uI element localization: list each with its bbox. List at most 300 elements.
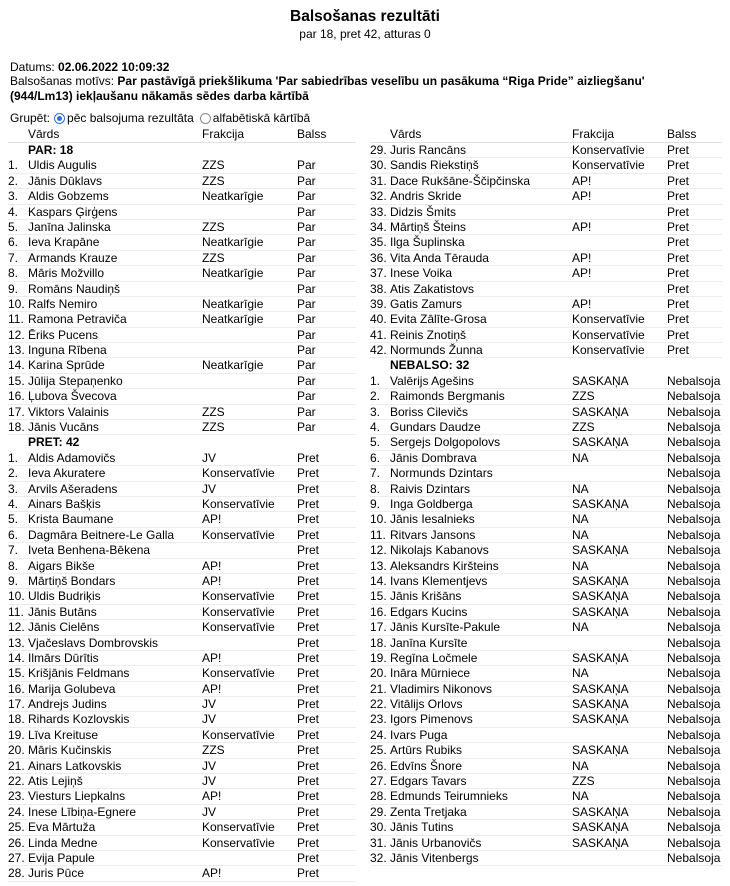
row-number: 10. xyxy=(370,512,387,527)
row-number: 20. xyxy=(8,743,25,758)
table-row xyxy=(8,620,356,635)
group-alphabetical-label[interactable]: alfabētiskā kārtībā xyxy=(212,111,311,125)
table-row xyxy=(370,420,722,435)
deputy-faction: NA xyxy=(572,620,589,635)
deputy-faction: Konservatīvie xyxy=(202,466,275,481)
table-row xyxy=(8,158,356,173)
deputy-vote: Nebalsoja xyxy=(667,727,721,742)
table-row xyxy=(370,405,722,420)
deputy-name: Juris Pūce xyxy=(28,866,85,881)
deputy-faction: Neatkarīgie xyxy=(202,358,264,373)
row-number: 27. xyxy=(370,774,387,789)
row-number: 13. xyxy=(8,635,25,650)
row-number: 18. xyxy=(8,420,25,435)
row-number: 10. xyxy=(8,589,25,604)
table-row xyxy=(8,605,356,620)
deputy-vote: Pret xyxy=(297,835,320,850)
row-number: 6. xyxy=(370,450,381,465)
table-row xyxy=(370,482,722,497)
deputy-vote: Pret xyxy=(667,250,690,265)
row-number: 3. xyxy=(8,189,19,204)
deputy-vote: Nebalsoja xyxy=(667,558,721,573)
deputy-name: Romāns Naudiņš xyxy=(28,281,121,296)
table-row xyxy=(8,466,356,481)
row-number: 4. xyxy=(8,496,19,511)
row-number: 15. xyxy=(370,589,387,604)
motive-text-line2: (944/Lm13) iekļaušanu nākamās sēdes darba kārtībā xyxy=(10,89,309,104)
column-name-header: Vārds xyxy=(390,127,422,141)
table-row xyxy=(370,712,722,727)
row-number: 40. xyxy=(370,312,387,327)
deputy-name: Reinis Znotiņš xyxy=(390,327,467,342)
deputy-name: Aigars Bikše xyxy=(28,558,95,573)
table-row xyxy=(370,205,722,220)
deputy-vote: Nebalsoja xyxy=(667,527,721,542)
deputy-vote: Par xyxy=(297,404,316,419)
deputy-name: Krista Baumane xyxy=(28,512,114,527)
deputy-name: Jānis Dombrava xyxy=(390,450,477,465)
table-row xyxy=(370,666,722,681)
deputy-faction: Konservatīvie xyxy=(202,820,275,835)
deputy-name: Atis Lejiņš xyxy=(28,774,83,789)
deputy-name: Boriss Cilevičs xyxy=(390,404,469,419)
row-number: 3. xyxy=(370,404,381,419)
deputy-vote: Nebalsoja xyxy=(667,466,721,481)
deputy-faction: NA xyxy=(572,558,589,573)
deputy-faction: AP! xyxy=(202,789,222,804)
deputy-name: Artūrs Rubiks xyxy=(390,743,463,758)
deputy-vote: Pret xyxy=(297,727,320,742)
deputy-name: Sergejs Dolgopolovs xyxy=(390,435,501,450)
table-row xyxy=(8,820,356,835)
table-row xyxy=(8,220,356,235)
deputy-vote: Par xyxy=(297,250,316,265)
deputy-faction: Konservatīvie xyxy=(572,343,645,358)
row-number: 9. xyxy=(8,573,19,588)
table-row xyxy=(370,559,722,574)
deputy-vote: Pret xyxy=(667,296,690,311)
row-number: 12. xyxy=(370,543,387,558)
group-by-result-radio[interactable] xyxy=(54,113,65,124)
table-row xyxy=(8,343,356,358)
deputy-faction: JV xyxy=(202,774,217,789)
row-number: 11. xyxy=(370,527,386,542)
deputy-faction: AP! xyxy=(202,866,222,881)
row-number: 31. xyxy=(370,835,387,850)
row-number: 19. xyxy=(370,650,387,665)
deputy-faction: SASKAŅA xyxy=(572,543,629,558)
deputy-name: Jānis Krišāns xyxy=(390,589,462,604)
deputy-faction: AP! xyxy=(202,681,222,696)
deputy-vote: Pret xyxy=(297,712,320,727)
deputy-vote: Pret xyxy=(297,466,320,481)
row-number: 7. xyxy=(8,250,19,265)
deputy-faction: ZZS xyxy=(572,420,595,435)
table-row xyxy=(370,805,722,820)
row-number: 18. xyxy=(370,635,387,650)
table-row xyxy=(370,636,722,651)
deputy-vote: Nebalsoja xyxy=(667,496,721,511)
group-by-result-label[interactable]: pēc balsojuma rezultāta xyxy=(67,111,194,125)
deputy-name: Jānis Urbanovičs xyxy=(390,835,482,850)
deputy-name: Ainars Latkovskis xyxy=(28,758,122,773)
deputy-name: Jānis Vucāns xyxy=(28,420,99,435)
row-number: 25. xyxy=(8,820,25,835)
deputy-name: Iveta Benhena-Bēkena xyxy=(28,543,151,558)
table-row xyxy=(8,774,356,789)
deputy-vote: Nebalsoja xyxy=(667,666,721,681)
deputy-vote: Par xyxy=(297,158,316,173)
table-row xyxy=(8,497,356,512)
deputy-faction: Konservatīvie xyxy=(202,604,275,619)
table-row xyxy=(8,836,356,851)
deputy-vote: Nebalsoja xyxy=(667,543,721,558)
vote-group-label: PAR: 18 xyxy=(28,143,74,157)
deputy-name: Inguna Rībena xyxy=(28,343,107,358)
deputy-vote: Nebalsoja xyxy=(667,420,721,435)
deputy-faction: Konservatīvie xyxy=(572,312,645,327)
row-number: 12. xyxy=(8,620,25,635)
deputy-faction: ZZS xyxy=(202,250,225,265)
deputy-name: Nikolajs Kabanovs xyxy=(390,543,489,558)
deputy-name: Aldis Adamovičs xyxy=(28,450,116,465)
deputy-vote: Nebalsoja xyxy=(667,604,721,619)
deputy-vote: Nebalsoja xyxy=(667,712,721,727)
deputy-name: Janīna Kursīte xyxy=(390,635,468,650)
table-row xyxy=(370,466,722,481)
deputy-name: Viesturs Liepkalns xyxy=(28,789,126,804)
deputy-vote: Nebalsoja xyxy=(667,573,721,588)
deputy-vote: Pret xyxy=(297,681,320,696)
deputy-faction: NA xyxy=(572,450,589,465)
deputy-name: Andrejs Judins xyxy=(28,697,107,712)
table-row xyxy=(8,528,356,543)
table-row xyxy=(8,389,356,404)
table-row xyxy=(8,282,356,297)
deputy-vote: Nebalsoja xyxy=(667,620,721,635)
deputy-faction: Neatkarīgie xyxy=(202,312,264,327)
deputy-faction: SASKAŅA xyxy=(572,681,629,696)
column-vote-header: Balss xyxy=(667,127,697,141)
column-name-header: Vārds xyxy=(28,127,60,141)
row-number: 29. xyxy=(370,143,387,157)
deputy-faction: ZZS xyxy=(202,219,225,234)
deputy-faction: AP! xyxy=(572,250,592,265)
row-number: 28. xyxy=(370,789,387,804)
row-number: 8. xyxy=(370,481,381,496)
deputy-faction: SASKAŅA xyxy=(572,697,629,712)
row-number: 5. xyxy=(8,512,19,527)
row-number: 29. xyxy=(370,804,387,819)
row-number: 9. xyxy=(8,281,19,296)
row-number: 21. xyxy=(8,758,25,773)
table-header xyxy=(370,126,722,143)
deputy-name: Ainars Bašķis xyxy=(28,496,101,511)
deputy-faction: AP! xyxy=(572,173,592,188)
table-row xyxy=(370,774,722,789)
table-row xyxy=(370,789,722,804)
deputy-name: Jānis Dūklavs xyxy=(28,173,103,188)
deputy-faction: NA xyxy=(572,481,589,496)
row-number: 21. xyxy=(370,681,387,696)
deputy-name: Sandis Riekstiņš xyxy=(390,158,479,173)
row-number: 23. xyxy=(370,712,387,727)
table-row xyxy=(370,189,722,204)
table-row xyxy=(8,636,356,651)
deputy-name: Jānis Kursīte-Pakule xyxy=(390,620,501,635)
deputy-name: Raivis Dzintars xyxy=(390,481,471,496)
deputy-name: Edgars Tavars xyxy=(390,774,467,789)
row-number: 9. xyxy=(370,496,381,511)
deputy-faction: Konservatīvie xyxy=(572,158,645,173)
deputy-vote: Pret xyxy=(667,266,690,281)
row-number: 7. xyxy=(370,466,381,481)
row-number: 25. xyxy=(370,743,387,758)
deputy-faction: SASKAŅA xyxy=(572,804,629,819)
deputy-name: Aldis Gobzems xyxy=(28,189,109,204)
row-number: 14. xyxy=(8,650,25,665)
deputy-vote: Par xyxy=(297,312,316,327)
table-body-right xyxy=(370,143,722,866)
deputy-vote: Pret xyxy=(297,789,320,804)
row-number: 18. xyxy=(8,712,25,727)
deputy-faction: SASKAŅA xyxy=(572,573,629,588)
table-row xyxy=(8,543,356,558)
table-row xyxy=(370,512,722,527)
table-row xyxy=(8,682,356,697)
table-row xyxy=(370,389,722,404)
deputy-vote: Pret xyxy=(297,774,320,789)
deputy-vote: Nebalsoja xyxy=(667,435,721,450)
deputy-faction: SASKAŅA xyxy=(572,650,629,665)
vote-group-heading xyxy=(8,435,356,450)
deputy-faction: Neatkarīgie xyxy=(202,189,264,204)
deputy-vote: Pret xyxy=(297,758,320,773)
group-alphabetical-radio[interactable] xyxy=(200,113,211,124)
table-body-left xyxy=(8,143,356,882)
table-row xyxy=(370,851,722,866)
table-row xyxy=(370,297,722,312)
table-row xyxy=(370,451,722,466)
deputy-faction: SASKAŅA xyxy=(572,373,629,388)
deputy-faction: NA xyxy=(572,666,589,681)
row-number: 16. xyxy=(8,389,25,404)
deputy-vote: Par xyxy=(297,219,316,234)
table-row xyxy=(8,297,356,312)
deputy-faction: JV xyxy=(202,712,217,727)
deputy-faction: Konservatīvie xyxy=(202,496,275,511)
deputy-name: Ralfs Nemiro xyxy=(28,296,98,311)
row-number: 15. xyxy=(8,666,25,681)
row-number: 35. xyxy=(370,235,387,250)
table-row xyxy=(370,235,722,250)
deputy-faction: ZZS xyxy=(202,420,225,435)
table-row xyxy=(370,820,722,835)
row-number: 6. xyxy=(8,235,19,250)
deputy-vote: Pret xyxy=(297,496,320,511)
deputy-name: Inese Lībiņa-Egnere xyxy=(28,804,137,819)
deputy-vote: Nebalsoja xyxy=(667,697,721,712)
row-number: 16. xyxy=(370,604,387,619)
table-row xyxy=(8,666,356,681)
table-row xyxy=(370,266,722,281)
deputy-name: Inese Voika xyxy=(390,266,453,281)
table-row xyxy=(8,482,356,497)
deputy-faction: Konservatīvie xyxy=(202,835,275,850)
deputy-faction: JV xyxy=(202,450,217,465)
deputy-vote: Pret xyxy=(297,573,320,588)
deputy-name: Ritvars Jansons xyxy=(390,527,476,542)
deputy-name: Krišjānis Feldmans xyxy=(28,666,130,681)
row-number: 39. xyxy=(370,296,387,311)
deputy-name: Igors Pimenovs xyxy=(390,712,473,727)
deputy-faction: Konservatīvie xyxy=(202,620,275,635)
deputy-vote: Par xyxy=(297,373,316,388)
deputy-faction: ZZS xyxy=(572,774,595,789)
row-number: 23. xyxy=(8,789,25,804)
table-row xyxy=(370,543,722,558)
row-number: 6. xyxy=(8,527,19,542)
deputy-faction: SASKAŅA xyxy=(572,835,629,850)
deputy-faction: SASKAŅA xyxy=(572,820,629,835)
deputy-name: Ieva Krapāne xyxy=(28,235,100,250)
table-row xyxy=(370,328,722,343)
deputy-vote: Pret xyxy=(297,650,320,665)
deputy-vote: Pret xyxy=(667,235,690,250)
deputy-vote: Pret xyxy=(667,327,690,342)
deputy-name: Ināra Mūrniece xyxy=(390,666,471,681)
deputy-name: Didzis Šmits xyxy=(390,204,457,219)
date-label: Datums: xyxy=(10,60,55,74)
table-row xyxy=(370,589,722,604)
table-row xyxy=(8,266,356,281)
deputy-faction: SASKAŅA xyxy=(572,743,629,758)
deputy-name: Dagmāra Beitnere-Le Galla xyxy=(28,527,175,542)
date-value: 02.06.2022 10:09:32 xyxy=(58,60,170,74)
deputy-faction: JV xyxy=(202,481,217,496)
row-number: 1. xyxy=(370,373,381,388)
deputy-vote: Par xyxy=(297,235,316,250)
deputy-faction: Konservatīvie xyxy=(572,143,645,157)
row-number: 30. xyxy=(370,158,387,173)
deputy-name: Andris Skride xyxy=(390,189,462,204)
deputy-vote: Pret xyxy=(297,481,320,496)
table-row xyxy=(8,405,356,420)
deputy-name: Raimonds Bergmanis xyxy=(390,389,505,404)
deputy-name: Jānis Butāns xyxy=(28,604,97,619)
motive-label: Balsošanas motīvs: xyxy=(10,74,115,88)
row-number: 32. xyxy=(370,189,387,204)
deputy-vote: Pret xyxy=(297,543,320,558)
deputy-vote: Par xyxy=(297,343,316,358)
vote-group-heading xyxy=(8,143,356,158)
deputy-vote: Nebalsoja xyxy=(667,450,721,465)
deputy-name: Gundars Daudze xyxy=(390,420,481,435)
deputy-vote: Pret xyxy=(667,143,690,157)
row-number: 16. xyxy=(8,681,25,696)
row-number: 28. xyxy=(8,866,25,881)
deputy-name: Edmunds Teirumnieks xyxy=(390,789,508,804)
deputy-faction: ZZS xyxy=(202,743,225,758)
table-row xyxy=(8,420,356,435)
deputy-vote: Nebalsoja xyxy=(667,373,721,388)
table-row xyxy=(370,620,722,635)
deputy-name: Vita Anda Tērauda xyxy=(390,250,489,265)
row-number: 22. xyxy=(370,697,387,712)
table-row xyxy=(370,435,722,450)
deputy-vote: Par xyxy=(297,420,316,435)
deputy-vote: Par xyxy=(297,327,316,342)
deputy-faction: AP! xyxy=(202,558,222,573)
deputy-name: Uldis Augulis xyxy=(28,158,97,173)
table-row xyxy=(370,574,722,589)
row-number: 17. xyxy=(8,697,25,712)
deputy-name: Valērijs Agešins xyxy=(390,373,474,388)
table-row xyxy=(8,759,356,774)
deputy-faction: JV xyxy=(202,697,217,712)
deputy-name: Jūlija Stepaņenko xyxy=(28,373,123,388)
deputy-faction: SASKAŅA xyxy=(572,435,629,450)
deputy-name: Līva Kreituse xyxy=(28,727,99,742)
deputy-faction: AP! xyxy=(572,296,592,311)
deputy-vote: Nebalsoja xyxy=(667,681,721,696)
deputy-name: Jānis Vitenbergs xyxy=(390,850,479,865)
deputy-faction: Konservatīvie xyxy=(202,727,275,742)
table-row xyxy=(370,374,722,389)
deputy-vote: Nebalsoja xyxy=(667,789,721,804)
deputy-name: Ēriks Pucens xyxy=(28,327,99,342)
deputy-faction: Konservatīvie xyxy=(572,327,645,342)
deputy-name: Dace Rukšāne-Ščipčinska xyxy=(390,173,531,188)
results-table-left xyxy=(8,126,356,882)
deputy-vote: Pret xyxy=(297,866,320,881)
deputy-faction: ZZS xyxy=(202,158,225,173)
deputy-name: Arvils Ašeradens xyxy=(28,481,118,496)
row-number: 4. xyxy=(370,420,381,435)
deputy-faction: AP! xyxy=(572,266,592,281)
deputy-name: Māris Kučinskis xyxy=(28,743,112,758)
table-row xyxy=(8,789,356,804)
row-number: 24. xyxy=(8,804,25,819)
deputy-name: Ivars Puga xyxy=(390,727,448,742)
deputy-faction: NA xyxy=(572,512,589,527)
deputy-faction: SASKAŅA xyxy=(572,712,629,727)
deputy-vote: Nebalsoja xyxy=(667,389,721,404)
table-row xyxy=(370,743,722,758)
deputy-faction: ZZS xyxy=(572,389,595,404)
deputy-name: Uldis Budriķis xyxy=(28,589,101,604)
row-number: 30. xyxy=(370,820,387,835)
deputy-name: Kaspars Ģirģens xyxy=(28,204,118,219)
deputy-faction: Konservatīvie xyxy=(202,589,275,604)
deputy-name: Armands Krauze xyxy=(28,250,118,265)
row-number: 26. xyxy=(8,835,25,850)
row-number: 5. xyxy=(370,435,381,450)
row-number: 20. xyxy=(370,666,387,681)
deputy-vote: Pret xyxy=(297,635,320,650)
deputy-vote: Pret xyxy=(297,743,320,758)
deputy-name: Ramona Petraviča xyxy=(28,312,127,327)
table-row xyxy=(8,805,356,820)
deputy-faction: AP! xyxy=(202,650,222,665)
vote-group-label: NEBALSO: 32 xyxy=(390,358,470,373)
row-number: 3. xyxy=(8,481,19,496)
table-row xyxy=(370,158,722,173)
deputy-faction: AP! xyxy=(572,219,592,234)
column-vote-header: Balss xyxy=(297,127,327,141)
row-number: 7. xyxy=(8,543,19,558)
table-row xyxy=(370,605,722,620)
